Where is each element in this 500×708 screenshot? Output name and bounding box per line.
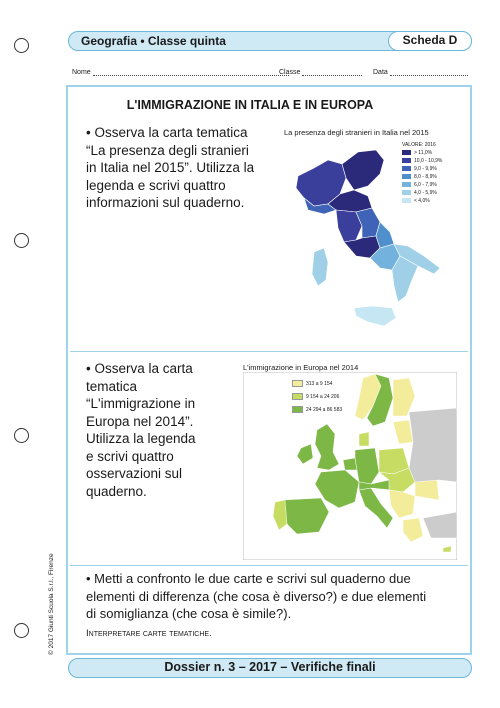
- task-2-text: [86, 360, 196, 500]
- task-1-text: [86, 124, 254, 212]
- text-line: informazioni sul quaderno.: [86, 195, 245, 210]
- section-divider: [70, 351, 468, 352]
- text-line: in Italia nel 2015”. Utilizza la: [86, 160, 255, 175]
- name-label: Nome: [72, 69, 91, 76]
- skill-footnote: Interpretare carte tematiche.: [86, 628, 212, 639]
- class-field[interactable]: [279, 68, 362, 76]
- text-line: “L'immigrazione in: [86, 396, 196, 411]
- legend-item: 10,0 - 10,9%: [402, 158, 442, 164]
- text-line: • Osserva la carta: [86, 361, 193, 376]
- page-title: L'IMMIGRAZIONE IN ITALIA E IN EUROPA: [126, 98, 374, 112]
- text-line: quaderno.: [86, 483, 147, 499]
- italy-map-title: La presenza degli stranieri in Italia nel 2015: [284, 128, 429, 137]
- legend-item: 4,0 - 5,9%: [402, 190, 437, 196]
- legend-item: < 4,0%: [402, 198, 430, 204]
- subject-label: Geografia • Classe quinta: [81, 34, 226, 48]
- legend-item: 8,0 - 8,9%: [402, 174, 437, 180]
- binder-hole: [14, 233, 29, 248]
- binder-hole: [14, 428, 29, 443]
- copyright-text: © 2017 Giunti Scuola S.r.l., Firenze: [48, 553, 55, 655]
- header-bar: [68, 31, 472, 51]
- task-3-text: [86, 570, 426, 623]
- binder-hole: [14, 38, 29, 53]
- name-field[interactable]: [72, 68, 289, 76]
- legend-item: 9,0 - 9,9%: [402, 166, 437, 172]
- section-divider: [70, 565, 468, 566]
- text-line: • Metti a confronto le due carte e scrivi sul quaderno due: [86, 571, 411, 586]
- sheet-label: Scheda D: [388, 31, 472, 51]
- legend-item: 313 a 9 154: [292, 380, 332, 387]
- date-field[interactable]: [373, 68, 468, 76]
- text-line: e scrivi quattro: [86, 448, 174, 464]
- europe-map-title: L'immigrazione in Europa nel 2014: [243, 363, 359, 372]
- text-line: di somiglianza (che cosa è simile?).: [86, 606, 292, 621]
- non-eu-east: [409, 408, 457, 482]
- text-line: elementi di differenza (che cosa è diverso?) e due elementi: [86, 588, 427, 604]
- legend-item: 9 154 a 24 206: [292, 393, 339, 400]
- text-line: Utilizza la legenda: [86, 431, 196, 446]
- date-label: Data: [373, 69, 388, 76]
- binder-hole: [14, 623, 29, 638]
- text-line: Europa nel 2014”.: [86, 413, 194, 429]
- text-line: “La presenza degli stranieri: [86, 142, 249, 158]
- country-benelux: [343, 458, 357, 470]
- legend-title: VALORE: 2016: [402, 142, 436, 148]
- text-line: • Osserva la carta tematica: [86, 125, 248, 140]
- legend-item: 6,0 - 7,9%: [402, 182, 437, 188]
- legend-item: 24 294 a 86 583: [292, 406, 342, 413]
- footer-bar: Dossier n. 3 – 2017 – Verifiche finali: [68, 658, 472, 678]
- class-label: Classe: [279, 69, 301, 76]
- country-denmark: [359, 432, 369, 446]
- europe-map: [243, 372, 457, 560]
- text-line: tematica: [86, 378, 138, 394]
- legend-item: > 11,0%: [402, 150, 432, 156]
- text-line: legenda e scrivi quattro: [86, 177, 226, 193]
- text-line: osservazioni sul: [86, 466, 183, 481]
